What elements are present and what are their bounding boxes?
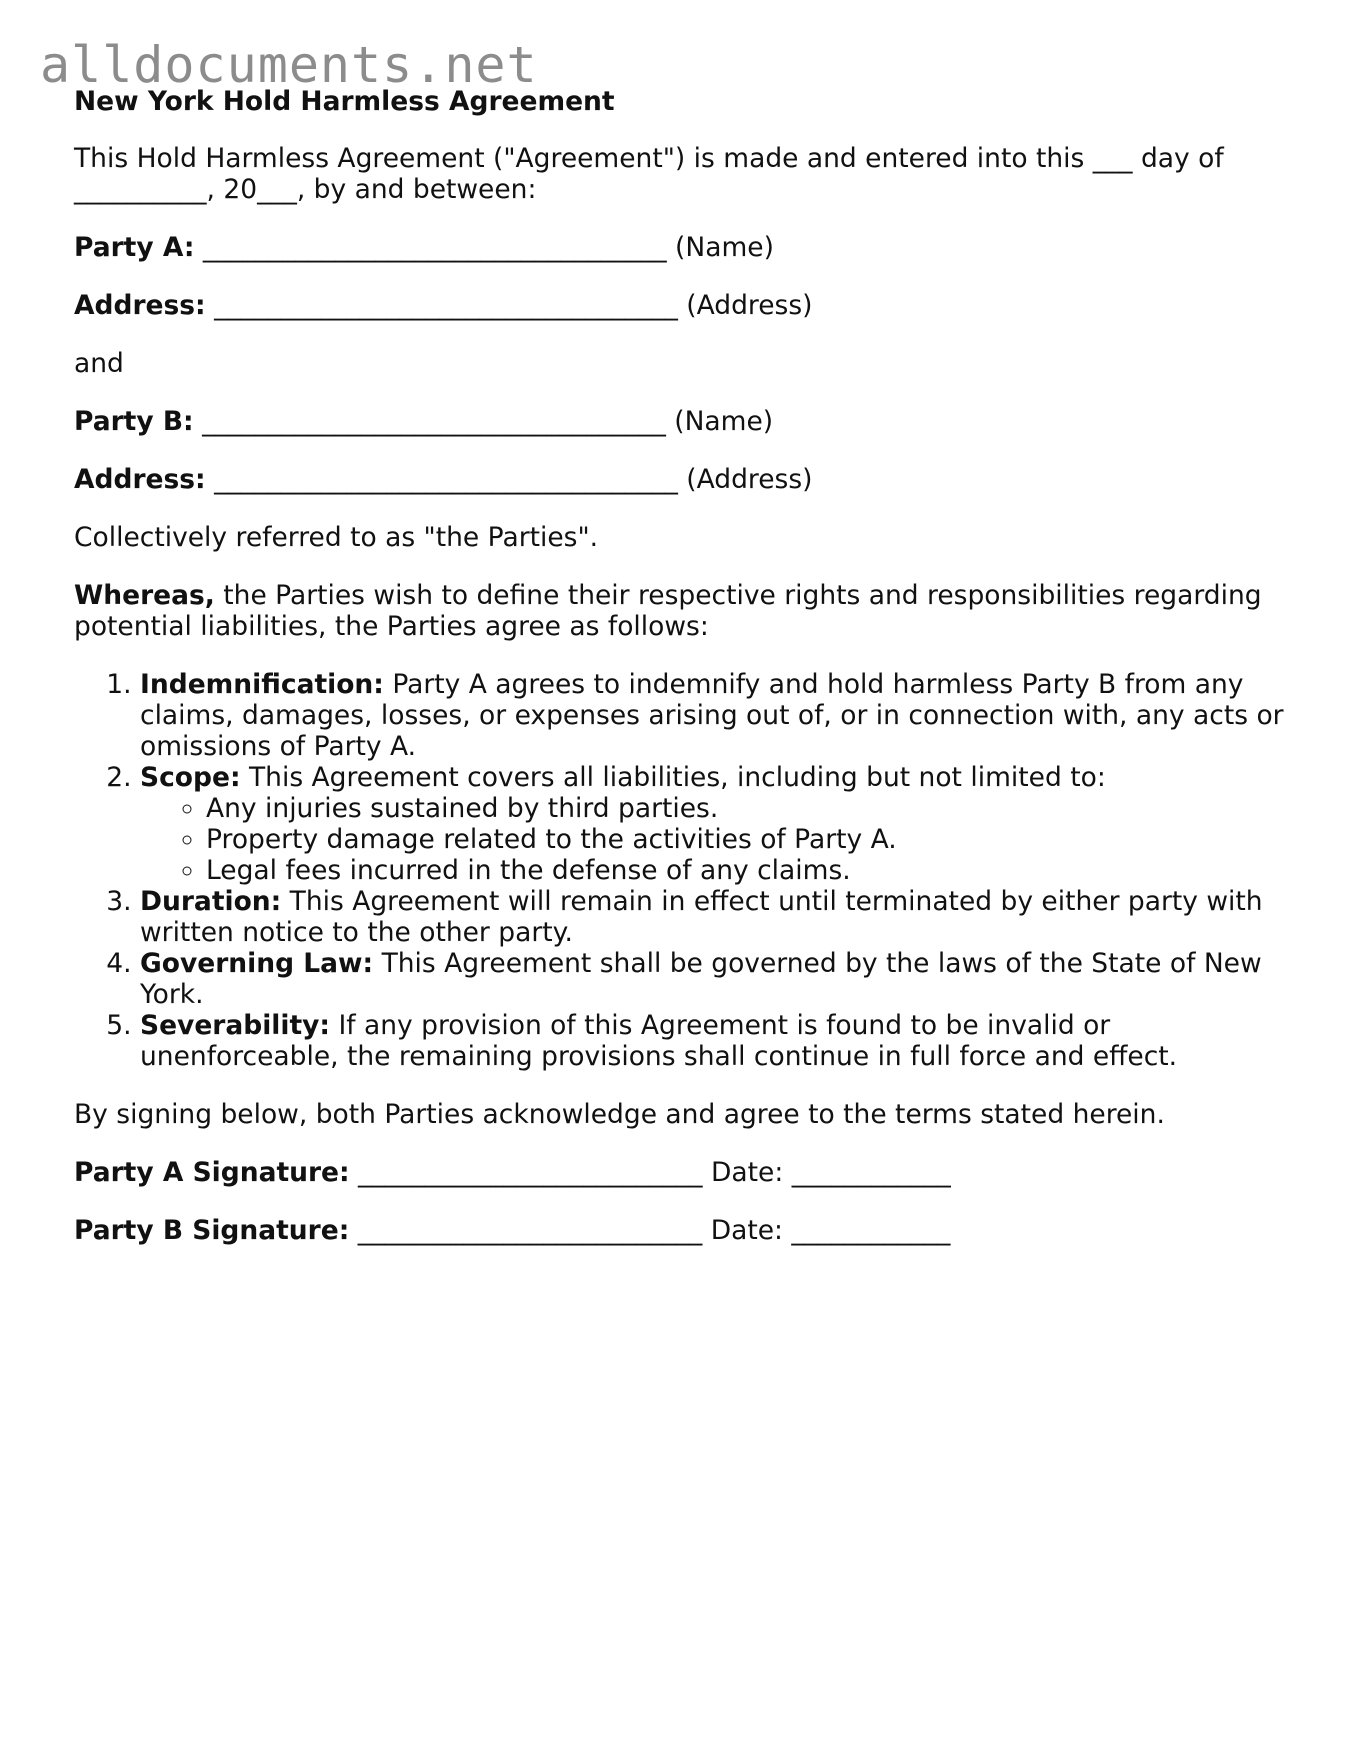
party-b-name-field[interactable]: ___________________________________: [193, 406, 675, 437]
signature-b-date-label: Date:: [710, 1215, 792, 1246]
intro-paragraph: [74, 143, 1294, 205]
party-a-name-field[interactable]: ___________________________________: [194, 232, 676, 263]
term-heading: Indemnification:: [140, 669, 384, 700]
term-text: Party A agrees to indemnify and hold harmless Party B from any claims, damages, losses, or expenses arising out of, or in connection with, any acts or omissions of Party A.: [140, 669, 1284, 762]
term-indemnification: [140, 669, 1294, 762]
party-a-hint: (Name): [675, 232, 774, 263]
signature-a-label: Party A Signature:: [74, 1157, 350, 1188]
signature-b-label: Party B Signature:: [74, 1215, 350, 1246]
party-b-address-line: [74, 464, 1294, 495]
collectively-text: Collectively referred to as "the Parties".: [74, 522, 599, 553]
signature-a-date-field[interactable]: ____________: [791, 1157, 951, 1188]
term-severability: [140, 1010, 1294, 1072]
document-body: [74, 86, 1294, 1273]
intro-line-1: This Hold Harmless Agreement ("Agreement") is made and entered into this ___ day of: [74, 143, 1224, 174]
term-heading: Duration:: [140, 886, 282, 917]
term-text: If any provision of this Agreement is found to be invalid or unenforceable, the remaining provisions shall continue in full force and effect.: [140, 1010, 1178, 1072]
term-text: This Agreement will remain in effect until terminated by either party with written notice to the other party.: [140, 886, 1263, 948]
party-a-address-line: [74, 290, 1294, 321]
terms-list: [74, 669, 1294, 1072]
document-title: New York Hold Harmless Agreement: [74, 86, 615, 117]
party-b-address-hint: (Address): [686, 464, 813, 495]
term-heading: Governing Law:: [140, 948, 374, 979]
signature-b-line: [74, 1215, 1294, 1246]
scope-item: ◦ Legal fees incurred in the defense of any claims.: [206, 855, 1294, 886]
party-b-address-label: Address:: [74, 464, 206, 495]
signature-b-date-field[interactable]: ____________: [791, 1215, 951, 1246]
party-a-address-label: Address:: [74, 290, 206, 321]
closing-text: By signing below, both Parties acknowledge and agree to the terms stated herein.: [74, 1099, 1165, 1130]
whereas-text: the Parties wish to define their respective rights and responsibilities regarding potential liabilities, the Parties agree as follows:: [74, 580, 1262, 642]
term-text: This Agreement shall be governed by the laws of the State of New York.: [140, 948, 1262, 1010]
term-text: This Agreement covers all liabilities, including but not limited to:: [240, 762, 1106, 793]
whereas-label: Whereas,: [74, 580, 215, 611]
party-b-label: Party B:: [74, 406, 194, 437]
party-a-address-field[interactable]: ___________________________________: [205, 290, 687, 321]
scope-list: [140, 793, 1294, 886]
signature-a-line: [74, 1157, 1294, 1188]
scope-item: ◦ Property damage related to the activities of Party A.: [206, 824, 1294, 855]
term-duration: [140, 886, 1294, 948]
term-scope: [140, 762, 1294, 886]
term-heading: Severability:: [140, 1010, 331, 1041]
scope-item: ◦ Any injuries sustained by third parties.: [206, 793, 1294, 824]
signature-a-field[interactable]: __________________________: [349, 1157, 711, 1188]
signature-b-field[interactable]: __________________________: [349, 1215, 711, 1246]
party-b-line: [74, 406, 1294, 437]
term-heading: Scope:: [140, 762, 241, 793]
watermark: alldocuments.net: [40, 36, 538, 94]
term-governing-law: [140, 948, 1294, 1010]
party-a-address-hint: (Address): [686, 290, 813, 321]
party-b-address-field[interactable]: ___________________________________: [205, 464, 687, 495]
party-b-hint: (Name): [674, 406, 774, 437]
party-a-line: [74, 232, 1294, 263]
party-a-label: Party A:: [74, 232, 195, 263]
signature-a-date-label: Date:: [710, 1157, 792, 1188]
and-text: and: [74, 348, 124, 379]
intro-line-2: __________, 20___, by and between:: [74, 174, 537, 205]
whereas-paragraph: [74, 580, 1294, 642]
